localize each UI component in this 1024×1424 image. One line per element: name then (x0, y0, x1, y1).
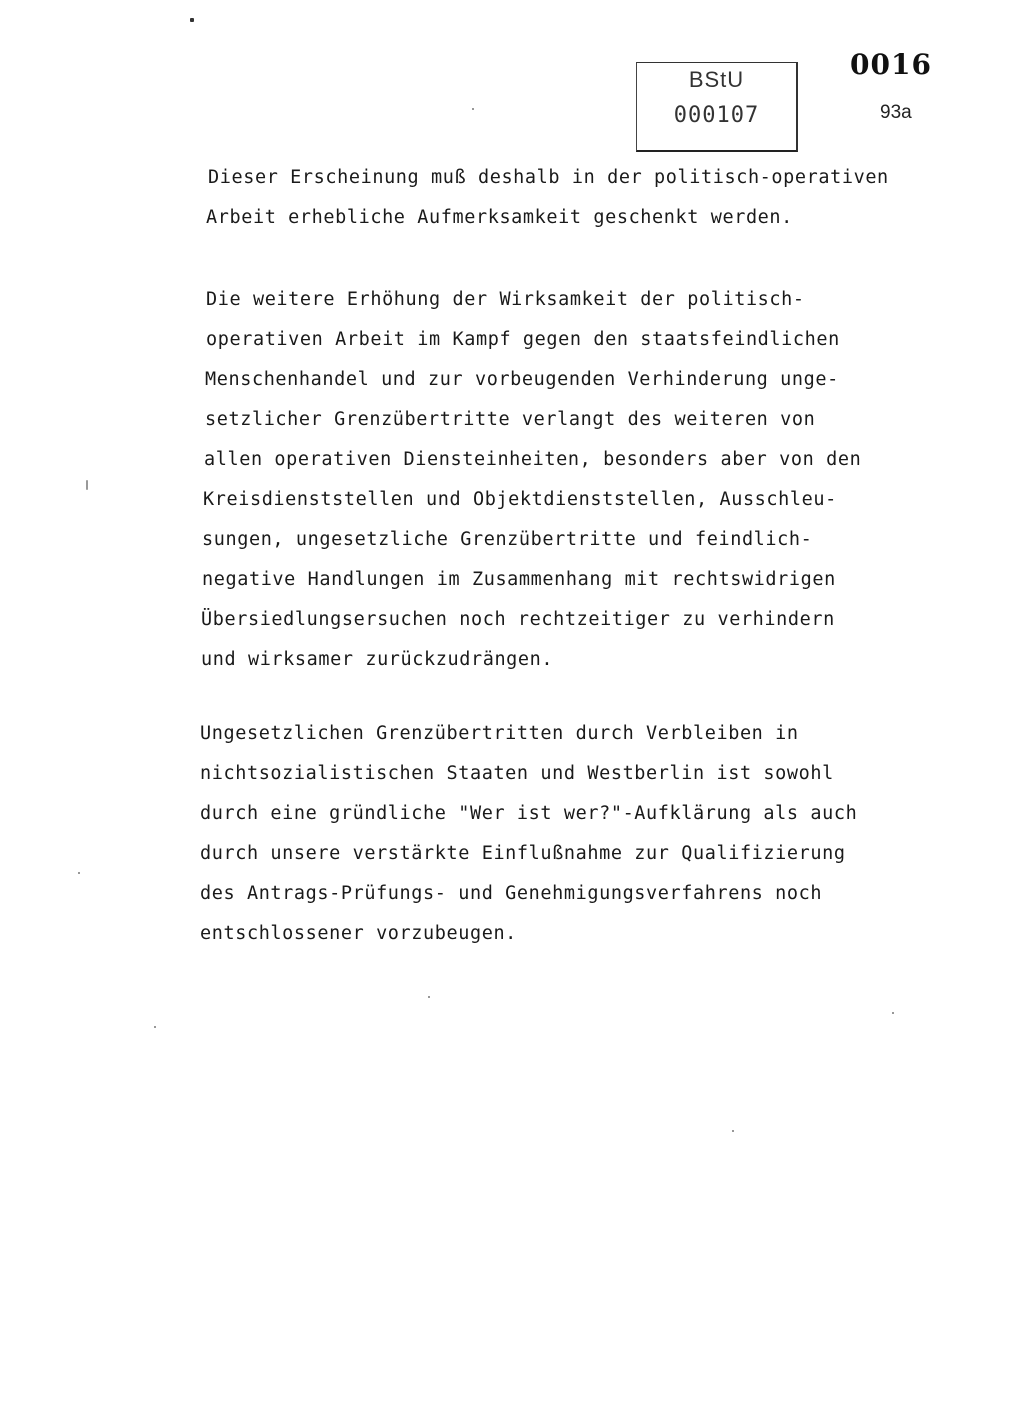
scan-speck (472, 108, 474, 110)
scan-speck (428, 996, 430, 998)
text-line: durch unsere verstärkte Einflußnahme zur Qualifizierung (200, 843, 846, 864)
text-line: negative Handlungen im Zusammenhang mit rechtswidrigen (202, 569, 836, 590)
paragraph-3 (200, 714, 920, 954)
text-line: des Antrags-Prüfungs- und Genehmigungsverfahrens noch (200, 883, 823, 904)
text-line: operativen Arbeit im Kampf gegen den staatsfeindlichen (206, 329, 840, 350)
text-line: sungen, ungesetzliche Grenzübertritte und feindlich- (202, 529, 813, 550)
text-line: entschlossener vorzubeugen. (200, 923, 517, 944)
stamp-label: BStU (688, 67, 745, 92)
scan-speck (78, 872, 80, 874)
text-line: allen operativen Diensteinheiten, besonders aber von den (204, 449, 862, 470)
text-line: Ungesetzlichen Grenzübertritten durch Verbleiben in (200, 723, 799, 744)
folio-number: 0016 (850, 48, 932, 81)
text-line: setzlicher Grenzübertritte verlangt des weiteren von (205, 409, 816, 430)
text-line: Dieser Erscheinung muß deshalb in der politisch-operativen (208, 167, 889, 188)
scan-speck (190, 18, 194, 22)
page-number: 93a (880, 102, 912, 123)
scan-speck (892, 1012, 894, 1014)
text-line: Die weitere Erhöhung der Wirksamkeit der politisch- (206, 289, 805, 310)
text-line: Übersiedlungsersuchen noch rechtzeitiger zu verhindern (201, 609, 835, 630)
archive-stamp (636, 62, 798, 152)
text-line: Arbeit erhebliche Aufmerksamkeit geschenkt werden. (206, 207, 793, 228)
scan-speck (86, 480, 88, 490)
text-line: durch eine gründliche "Wer ist wer?"-Aufklärung als auch (200, 803, 858, 824)
text-line: nichtsozialistischen Staaten und Westberlin ist sowohl (200, 763, 834, 784)
scan-speck (732, 1130, 734, 1132)
text-line: und wirksamer zurückzudrängen. (201, 649, 554, 670)
stamp-number: 000107 (673, 103, 760, 128)
paragraph-2 (200, 280, 920, 680)
text-line: Menschenhandel und zur vorbeugenden Verhinderung unge- (205, 369, 839, 390)
paragraph-1 (200, 158, 920, 238)
scan-speck (154, 1026, 156, 1028)
text-line: Kreisdienststellen und Objektdienststellen, Ausschleu- (203, 489, 837, 510)
